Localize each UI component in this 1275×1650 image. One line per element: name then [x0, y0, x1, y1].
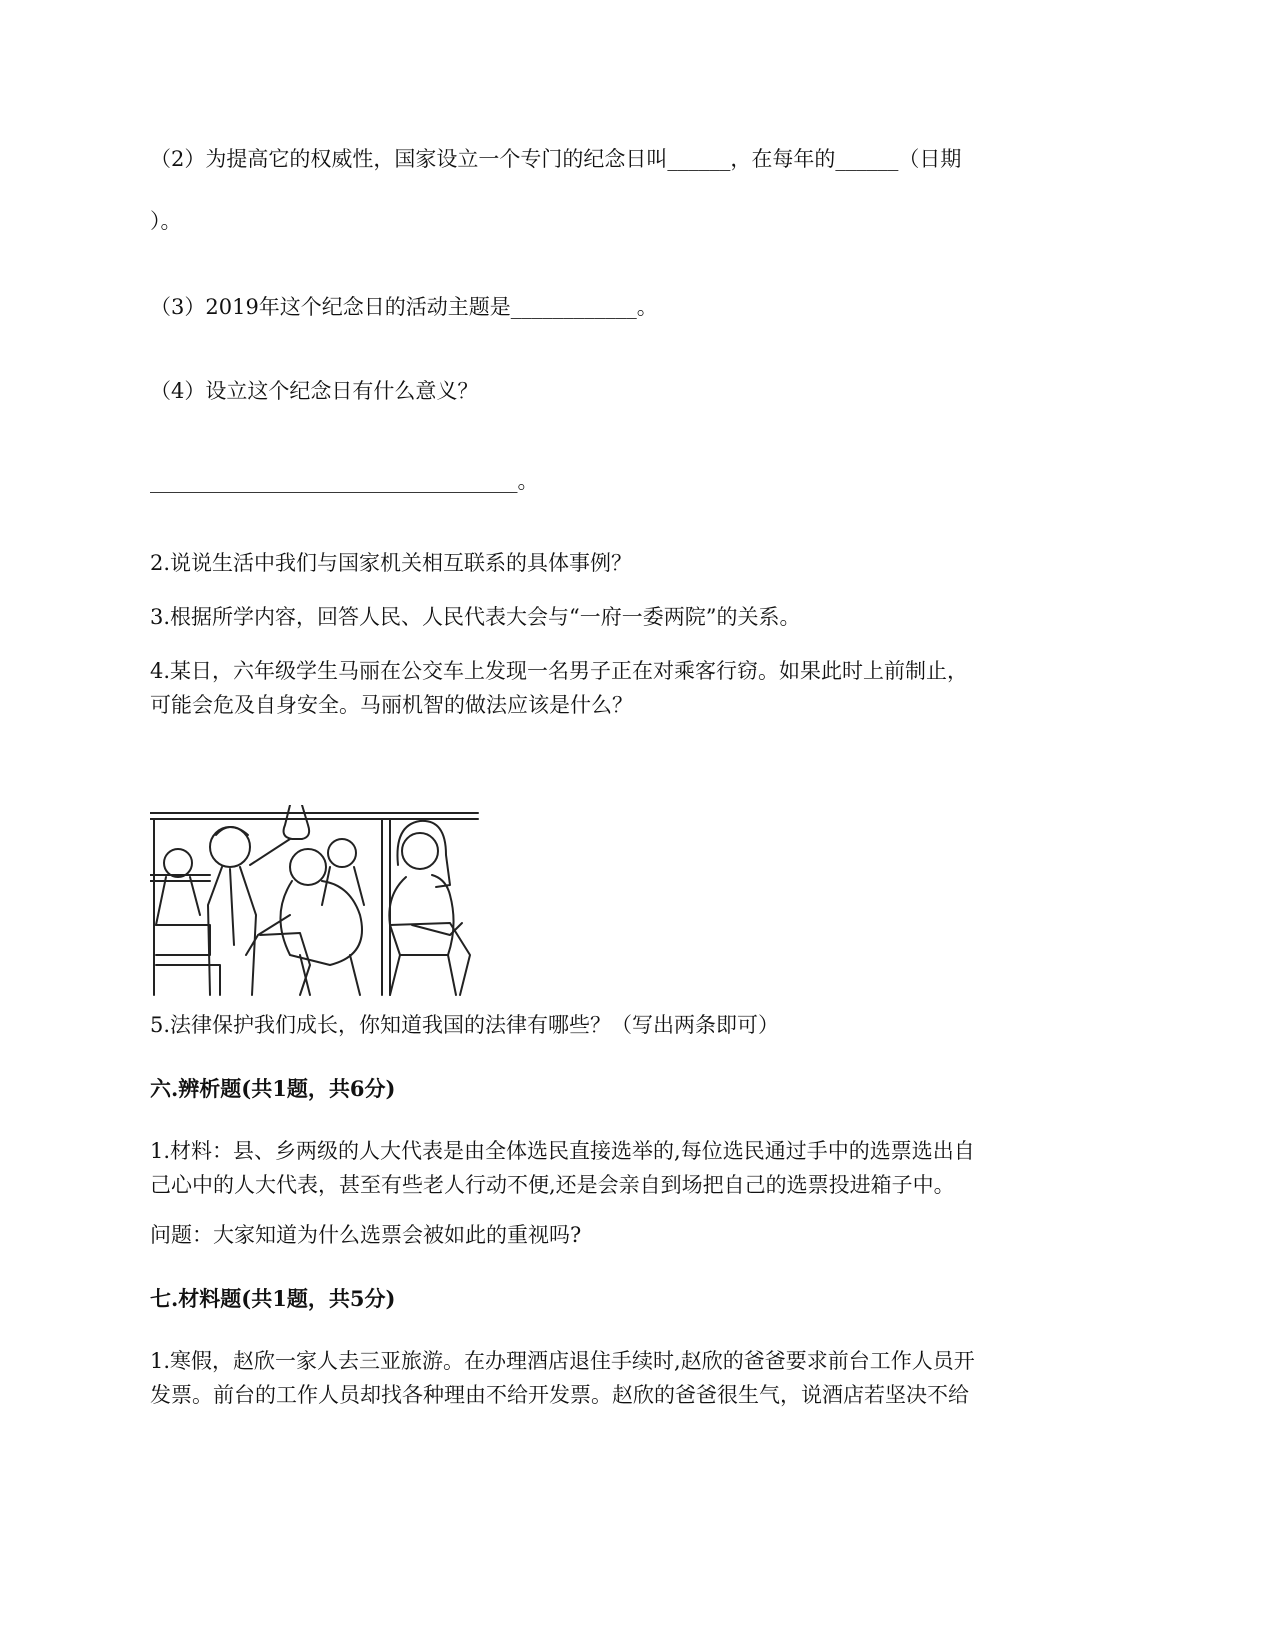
question-5: 5.法律保护我们成长，你知道我国的法律有哪些？（写出两条即可） [150, 1013, 780, 1037]
q1-sub2-line1: （2）为提高它的权威性，国家设立一个专门的纪念日叫______，在每年的______（日期 [150, 147, 962, 171]
question-3: 3.根据所学内容，回答人民、人民代表大会与“一府一委两院”的关系。 [150, 605, 801, 629]
q1-sub2-line2: ）。 [150, 209, 182, 233]
section-7-question-1 [150, 1344, 1125, 1412]
section-7-q1-line2: 发票。前台的工作人员却找各种理由不给开发票。赵欣的爸爸很生气，说酒店若坚决不给 [150, 1383, 969, 1407]
question-4-line1: 4.某日，六年级学生马丽在公交车上发现一名男子正在对乘客行窃。如果此时上前制止， [150, 659, 969, 683]
question-4-line2: 可能会危及自身安全。马丽机智的做法应该是什么？ [150, 693, 633, 717]
section-7-q1-line1: 1.寒假，赵欣一家人去三亚旅游。在办理酒店退住手续时,赵欣的爸爸要求前台工作人员开 [150, 1349, 975, 1373]
q1-sub3: （3）2019年这个纪念日的活动主题是____________。 [150, 295, 658, 319]
q1-sub4-answer-line: ___________________________________。 [150, 469, 539, 493]
section-7-heading: 七.材料题(共1题，共5分) [150, 1286, 396, 1311]
question-4 [150, 654, 1125, 722]
section-6-question-1 [150, 1134, 1125, 1202]
section-6-question-prompt: 问题：大家知道为什么选票会被如此的重视吗? [150, 1223, 582, 1247]
q1-sub4: （4）设立这个纪念日有什么意义？ [150, 379, 479, 403]
question-2: 2.说说生活中我们与国家机关相互联系的具体事例？ [150, 551, 633, 575]
section-6-q1-line2: 己心中的人大代表，甚至有些老人行动不便,还是会亲自到场把自己的选票投进箱子中。 [150, 1173, 955, 1197]
section-6-heading: 六.辨析题(共1题，共6分) [150, 1076, 396, 1101]
section-6-q1-line1: 1.材料：县、乡两级的人大代表是由全体选民直接选举的,每位选民通过手中的选票选出自 [150, 1139, 975, 1163]
bus-theft-illustration [150, 805, 485, 1000]
